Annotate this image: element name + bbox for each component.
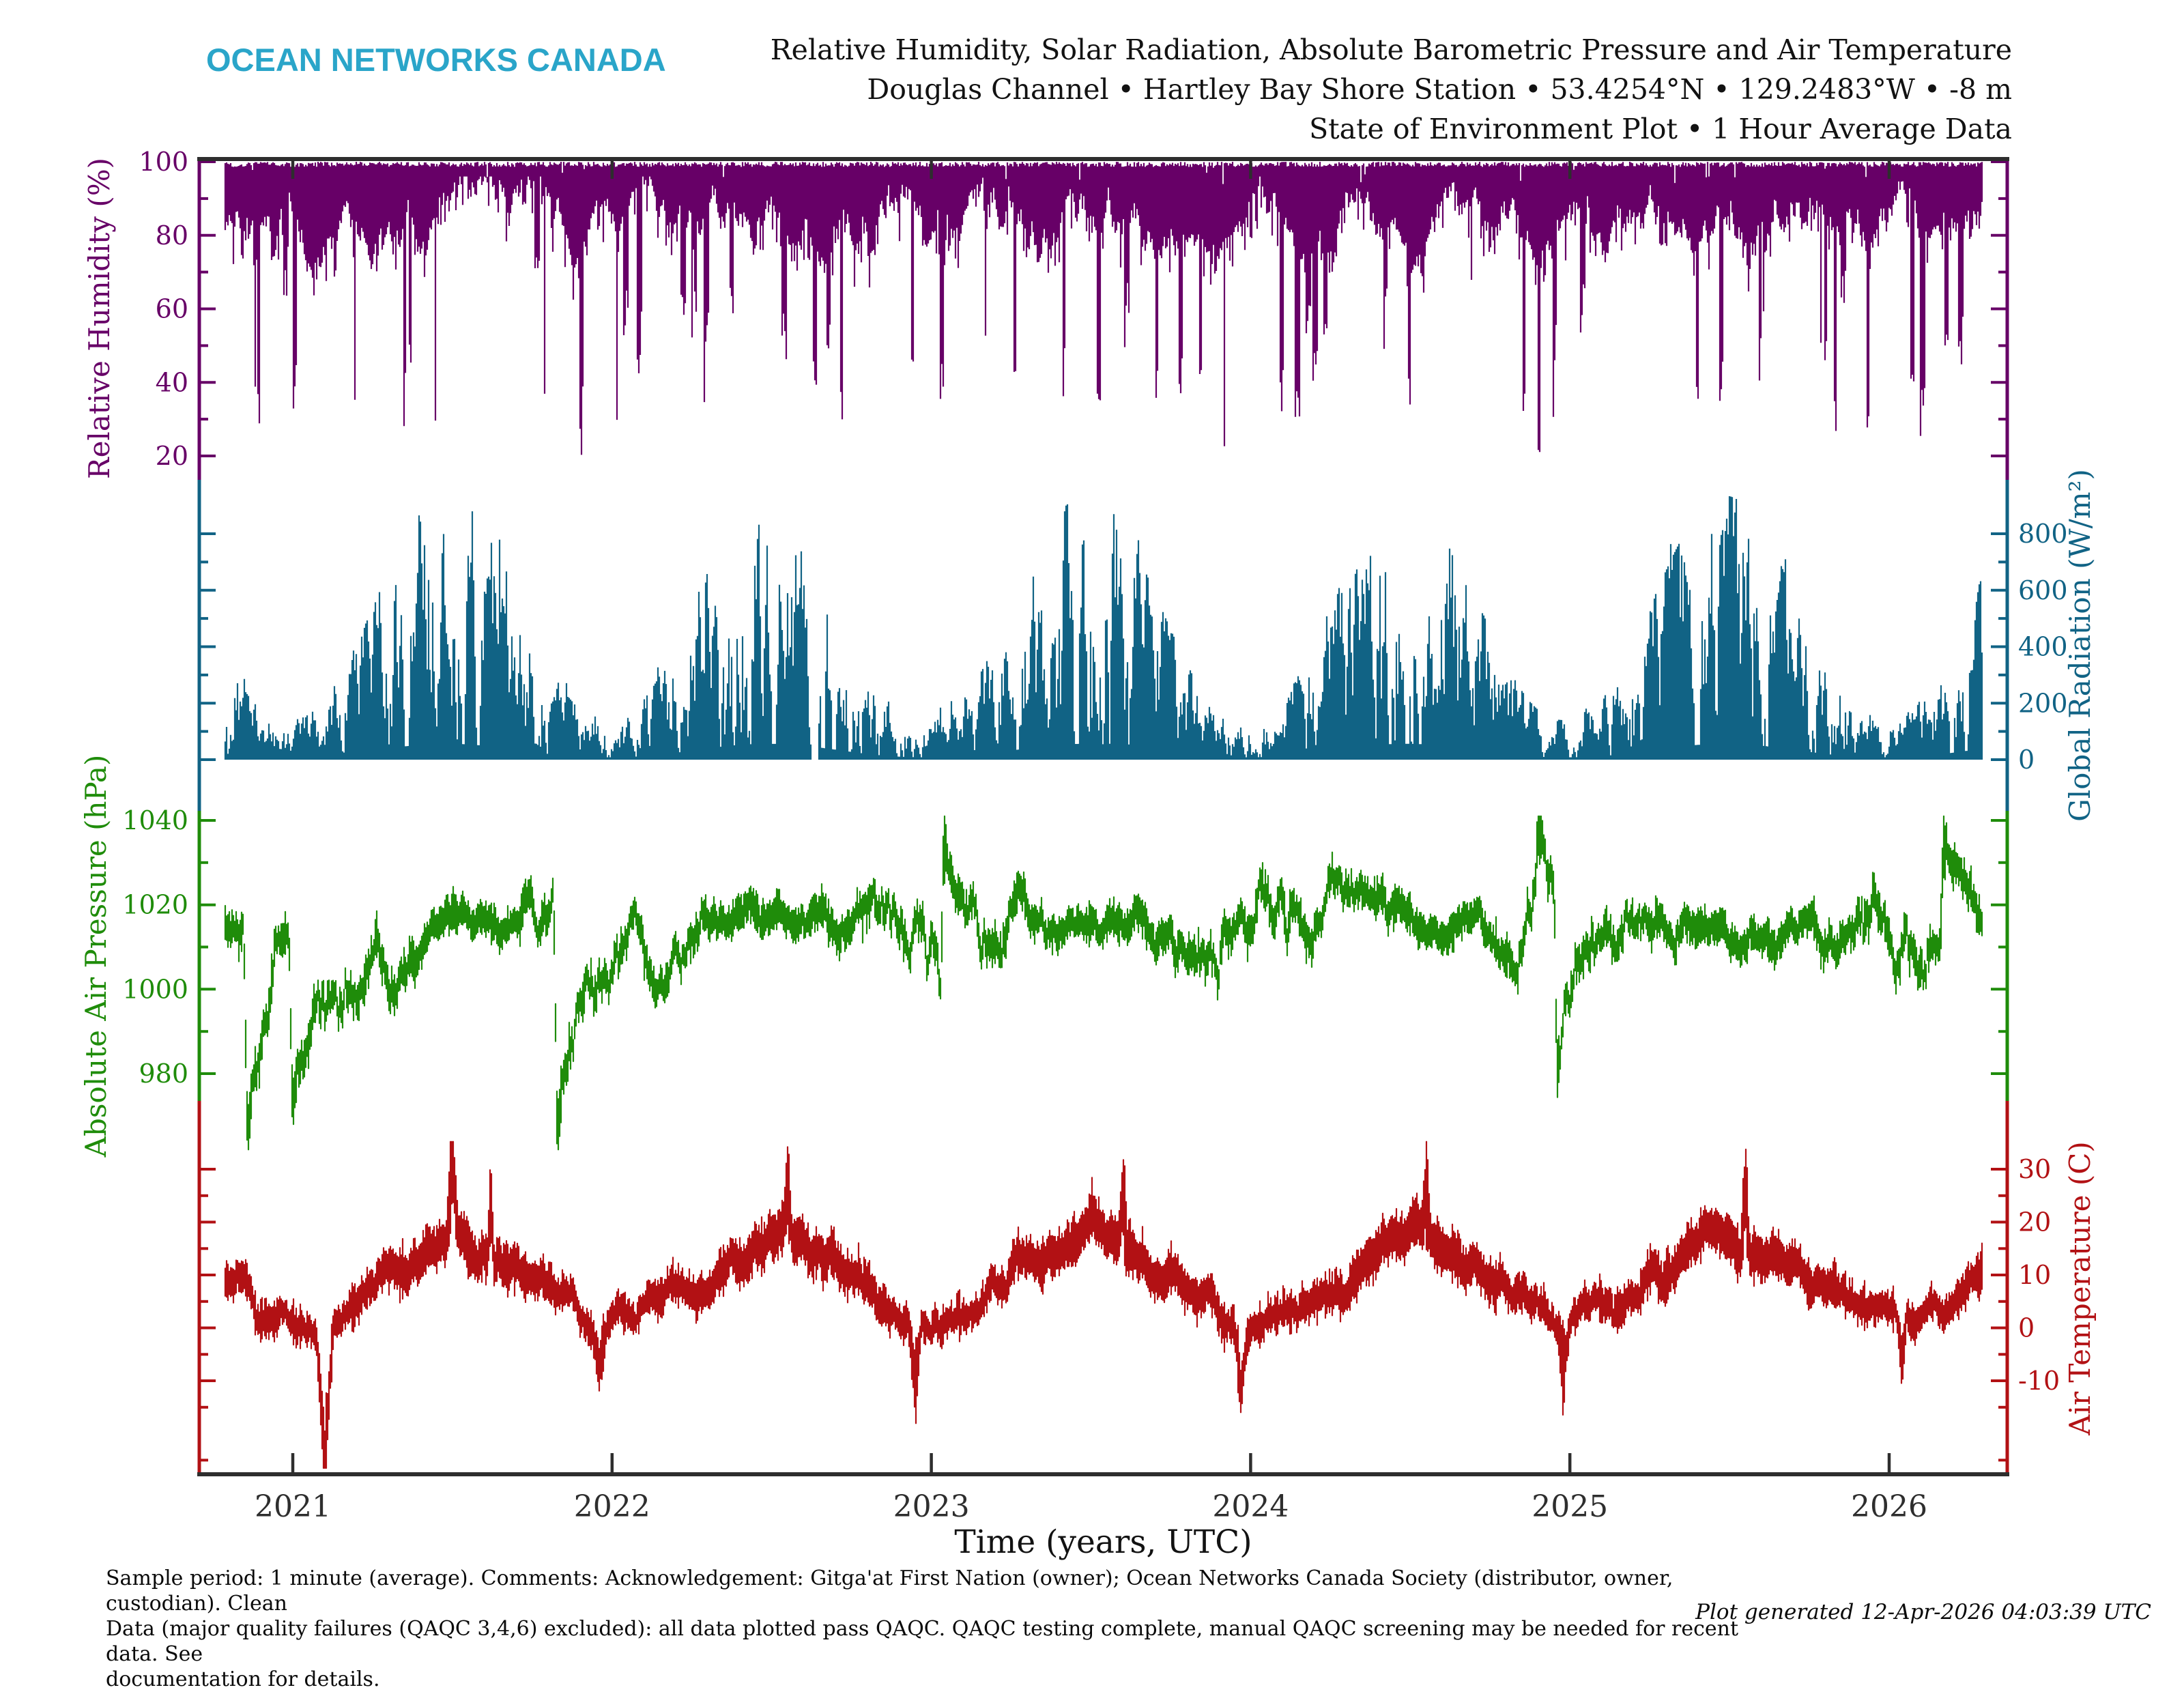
x-tick-label-2021: 2021 bbox=[255, 1489, 331, 1524]
humidity-tick-label: 100 bbox=[139, 147, 188, 177]
pressure-tick-label: 1020 bbox=[122, 889, 188, 920]
temperature-tick-label: 30 bbox=[2018, 1154, 2052, 1184]
temperature-series bbox=[225, 1142, 1982, 1468]
temperature-axis-title: Air Temperature (C) bbox=[2063, 1141, 2097, 1435]
x-tick-label-2024: 2024 bbox=[1212, 1489, 1289, 1524]
radiation-tick-label: 200 bbox=[2018, 688, 2068, 719]
plot-title-line1: Relative Humidity, Solar Radiation, Absolute Barometric Pressure and Air Temperature bbox=[770, 33, 2012, 66]
humidity-axis-title: Relative Humidity (%) bbox=[83, 157, 116, 480]
onc-logo: OCEAN NETWORKS CANADA bbox=[206, 42, 666, 78]
humidity-tick-label: 20 bbox=[155, 441, 188, 471]
footer-comments-line3: documentation for details. bbox=[106, 1667, 380, 1691]
pressure-tick-label: 1000 bbox=[122, 974, 188, 1005]
humidity-series bbox=[225, 162, 1982, 455]
humidity-tick-label: 60 bbox=[155, 293, 188, 324]
temperature-tick-label: -10 bbox=[2018, 1366, 2060, 1396]
footer-comments-line2: Data (major quality failures (QAQC 3,4,6) excluded): all data plotted pass QAQC. QAQC testing complete, manual QAQC screening may be needed for recent data. See bbox=[106, 1617, 1739, 1666]
radiation-tick-label: 600 bbox=[2018, 575, 2068, 605]
pressure-axis-title: Absolute Air Pressure (hPa) bbox=[79, 754, 113, 1158]
humidity-tick-label: 40 bbox=[155, 367, 188, 398]
radiation-axis-title: Global Radiation (W/m²) bbox=[2063, 469, 2097, 822]
footer-comments bbox=[106, 1566, 1744, 1692]
x-tick-label-2025: 2025 bbox=[1532, 1489, 1609, 1524]
radiation-tick-label: 0 bbox=[2018, 745, 2035, 775]
temperature-tick-label: 10 bbox=[2018, 1260, 2052, 1290]
pressure-series bbox=[225, 816, 1982, 1150]
footer-comments-line1: Sample period: 1 minute (average). Comments: Acknowledgement: Gitga'at First Nation (owner); Ocean Networks Canada Society (distributor, owner, custodian). Clean bbox=[106, 1566, 1673, 1616]
pressure-tick-label: 980 bbox=[139, 1058, 188, 1089]
x-axis-title: Time (years, UTC) bbox=[954, 1523, 1252, 1561]
x-tick-label-2023: 2023 bbox=[893, 1489, 970, 1524]
x-axis-frame bbox=[197, 157, 2009, 1524]
pressure-tick-label: 1040 bbox=[122, 805, 188, 835]
radiation-tick-label: 800 bbox=[2018, 519, 2068, 549]
plot-title-line2: Douglas Channel • Hartley Bay Shore Station • 53.4254°N • 129.2483°W • -8 m bbox=[867, 73, 2012, 106]
radiation-tick-label: 400 bbox=[2018, 631, 2068, 662]
plot-generated-timestamp: Plot generated 12-Apr-2026 04:03:39 UTC bbox=[1695, 1600, 2151, 1624]
temperature-tick-label: 0 bbox=[2018, 1313, 2035, 1343]
radiation-series bbox=[225, 496, 1982, 760]
humidity-tick-label: 80 bbox=[155, 220, 188, 250]
data-series bbox=[225, 162, 1982, 1468]
plot-title-line3: State of Environment Plot • 1 Hour Average Data bbox=[1309, 113, 2012, 145]
x-tick-label-2022: 2022 bbox=[573, 1489, 650, 1524]
x-tick-label-2026: 2026 bbox=[1851, 1489, 1927, 1524]
temperature-tick-label: 20 bbox=[2018, 1207, 2052, 1237]
